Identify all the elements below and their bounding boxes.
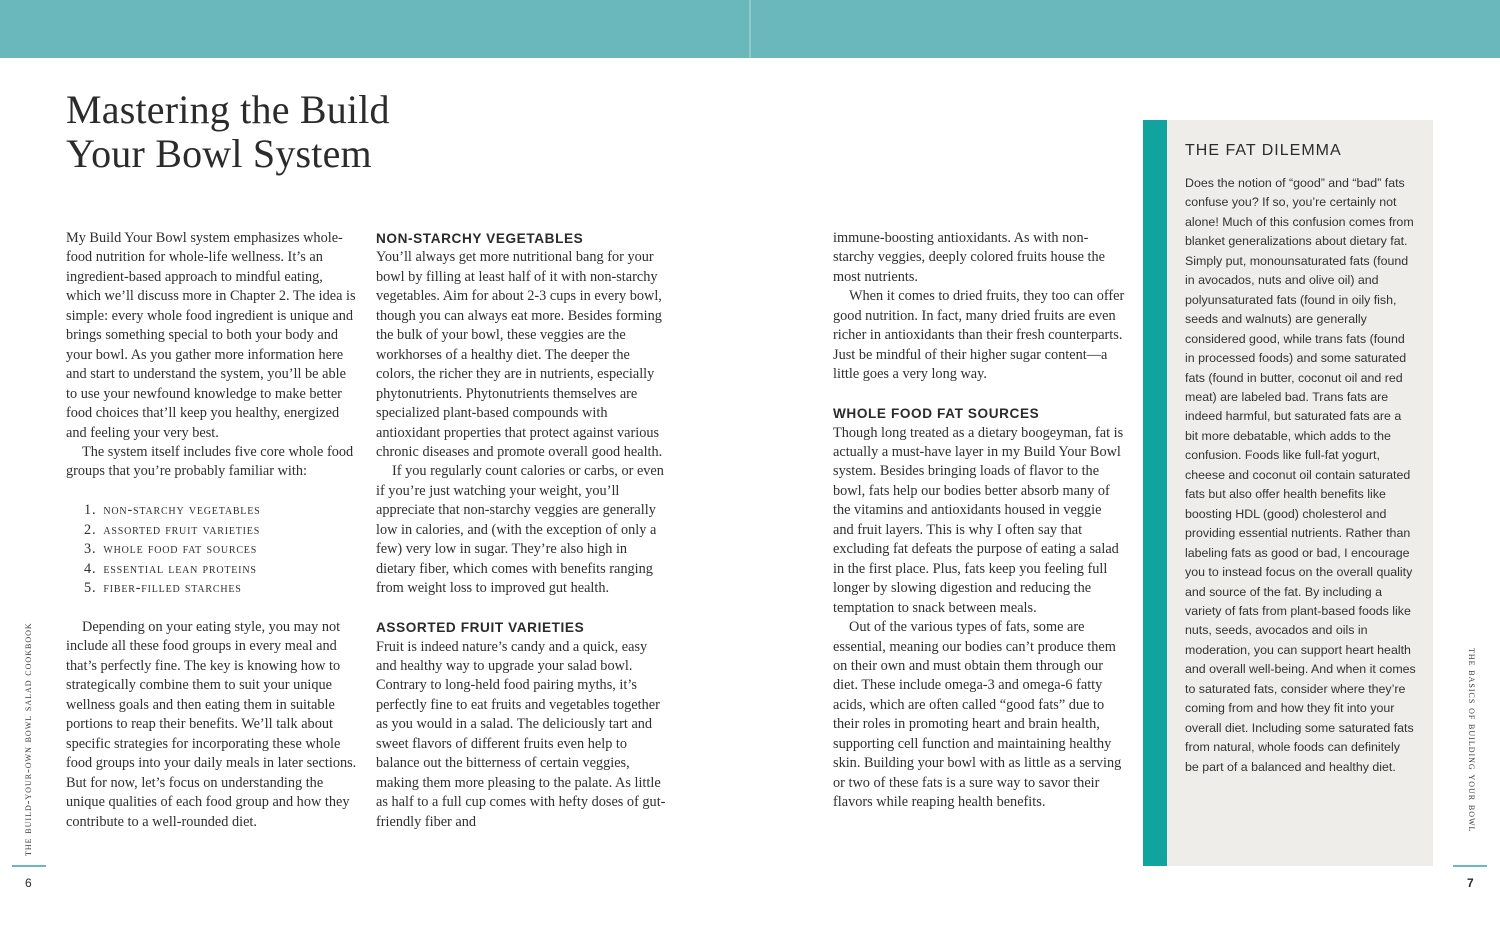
list-item-number: 2. [84, 521, 97, 538]
food-groups-list [84, 501, 358, 598]
page-title-line-1: Mastering the Build [66, 87, 390, 132]
page-title-line-2: Your Bowl System [66, 131, 372, 176]
groups-intro-paragraph: The system itself includes five core whole food groups that you’re probably familiar with: [66, 443, 354, 480]
sidebar-accent-stripe [1143, 120, 1167, 866]
dried-fruits-paragraph: When it comes to dried fruits, they too can offer good nutrition. In fact, many dried fruits are even richer in antioxidants than their fresh counterparts. Just be mindful of their higher sugar content—a little goes a very long way. [833, 288, 1125, 383]
text-column-2 [376, 229, 668, 832]
fats-paragraph: Though long treated as a dietary boogeyman, fat is actually a must-have layer in my Build Your Bowl system. Besides bringing loads of flavor to the bowl, fats help our bodies better absorb many of the vitamins and antioxidants housed in veggie and fruit layers. This is why I often say that excluding fat defeats the purpose of eating a salad in the first place. Plus, fats keep you feeling full longer by slowing digestion and reducing the temptation to snack between meals. [833, 424, 1124, 616]
page-title [66, 88, 390, 176]
text-column-3 [833, 229, 1125, 813]
header-band-left [0, 0, 749, 58]
calories-paragraph: If you regularly count calories or carbs, or even if you’re just watching your weight, you’ll appreciate that non-starchy veggies are generally low in calories, and (with the exception of only a few) very low in sugar. They’re also high in dietary fiber, which comes with benefits ranging from weight loss to improved gut health. [376, 463, 664, 597]
sidebar-body: Does the notion of “good” and “bad” fats confuse you? If so, you’re certainly not alone! Much of this confusion comes from blanket generalizations about dietary fat. Simply put, monounsaturated fats (found in avocados, nuts and olive oil) and polyunsaturated fats (found in oily fish, seeds and walnuts) are generally considered good, while trans fats (found in processed foods) and some saturated fats (found in butter, coconut oil and red meat) are labeled bad. Trans fats are indeed harmful, but saturated fats are a bit more debatable, which adds to the confusion. Foods like full-fat yogurt, cheese and coconut oil contain saturated fats but also offer health benefits like boosting HDL (good) cholesterol and providing essential nutrients. Rather than labeling fats as good or bad, I encourage you to instead focus on the overall quality and source of the fat. By including a variety of fats from plant-based foods like nuts, seeds, avocados and oils in moderation, you can support heart health and overall well-being. And when it comes to saturated fats, consider where they’re coming from and how they fit into your overall diet. Including some saturated fats from natural, whole foods can definitely be part of a balanced and healthy diet. [1185, 176, 1416, 774]
fruits-continued-paragraph: immune-boosting antioxidants. As with non-starchy veggies, deeply colored fruits house the most nutrients. [833, 230, 1105, 285]
list-item [84, 501, 358, 520]
intro-paragraph: My Build Your Bowl system emphasizes whole-food nutrition for whole-life wellness. It’s an ingredient-based approach to mindful eating, which we’ll discuss more in Chapter 2. The idea is simple: every whole food ingredient is unique and brings something special to both your body and your bowl. As you gather more information here and start to understand the system, you’ll be able to use your newfound knowledge to make better food choices that’ll keep you healthy, energized and feeling your very best. [66, 230, 356, 441]
vegetables-paragraph: You’ll always get more nutritional bang for your bowl by filling at least half of it with non-starchy vegetables. Aim for about 2-3 cups in every bowl, though you can always eat more. Besides forming the bulk of your bowl, these veggies are the workhorses of a healthy diet. The deeper the colors, the richer they are in nutrients, especially phytonutrients. Phytonutrients themselves are specialized plant-based compounds with antioxidant properties that protect against various chronic diseases and promote overall good health. [376, 249, 663, 460]
gutter-line [749, 0, 751, 58]
list-item-label: whole food fat sources [103, 541, 258, 558]
list-item-label: essential lean proteins [103, 560, 257, 577]
list-item [84, 560, 358, 579]
footer-rule-left [12, 865, 46, 867]
list-item-label: non-starchy vegetables [103, 502, 261, 519]
sidebar-title: THE FAT DILEMMA [1185, 142, 1342, 159]
list-item-label: assorted fruit varieties [103, 521, 261, 538]
list-item-number: 4. [84, 560, 97, 577]
footer-rule-right [1453, 865, 1487, 867]
list-item [84, 540, 358, 559]
list-item-number: 3. [84, 541, 97, 558]
section-heading-fruits: ASSORTED FRUIT VARIETIES [376, 620, 585, 636]
running-head-right: the basics of building your bowl [1466, 648, 1478, 833]
essential-fats-paragraph: Out of the various types of fats, some are essential, meaning our bodies can’t produce them on their own and must obtain them through our diet. These include omega-3 and omega-6 fatty acids, which are often called “good fats” due to their roles in promoting heart and brain health, supporting cell function and maintaining healthy skin. Building your bowl with as little as a serving or two of these fats is a sure way to savor their flavors while reaping health benefits. [833, 619, 1122, 811]
text-column-1 [66, 229, 358, 832]
page-number-right: 7 [1467, 876, 1474, 890]
list-item [84, 579, 358, 598]
list-item-label: fiber-filled starches [103, 580, 242, 597]
section-heading-fats: WHOLE FOOD FAT SOURCES [833, 406, 1040, 422]
fat-dilemma-sidebar [1143, 120, 1433, 866]
list-item-number: 1. [84, 502, 97, 519]
section-heading-vegetables: NON-STARCHY VEGETABLES [376, 231, 584, 246]
header-band-right [751, 0, 1500, 58]
list-item-number: 5. [84, 580, 97, 597]
running-head-left: the build-your-own bowl salad cookbook [22, 622, 34, 856]
page-number-left: 6 [25, 876, 32, 890]
eating-style-paragraph: Depending on your eating style, you may not include all these food groups in every meal and that’s perfectly fine. The key is knowing how to strategically combine them to suit your unique wellness goals and then eating them in suitable portions to reap their benefits. We’ll talk about specific strategies for incorporating these whole food groups into your daily meals in later sections. But for now, let’s focus on understanding the unique qualities of each food group and how they contribute to a well-rounded diet. [66, 619, 357, 830]
list-item [84, 521, 358, 540]
fruits-paragraph: Fruit is indeed nature’s candy and a quick, easy and healthy way to upgrade your salad bowl. Contrary to long-held food pairing myths, it’s perfectly fine to eat fruits and vegetables together as you would in a salad. The deliciously tart and sweet flavors of different fruits even help to balance out the bitterness of certain veggies, making them more pleasing to the palate. As little as half to a full cup comes with hefty doses of gut-friendly fiber and [376, 638, 666, 830]
